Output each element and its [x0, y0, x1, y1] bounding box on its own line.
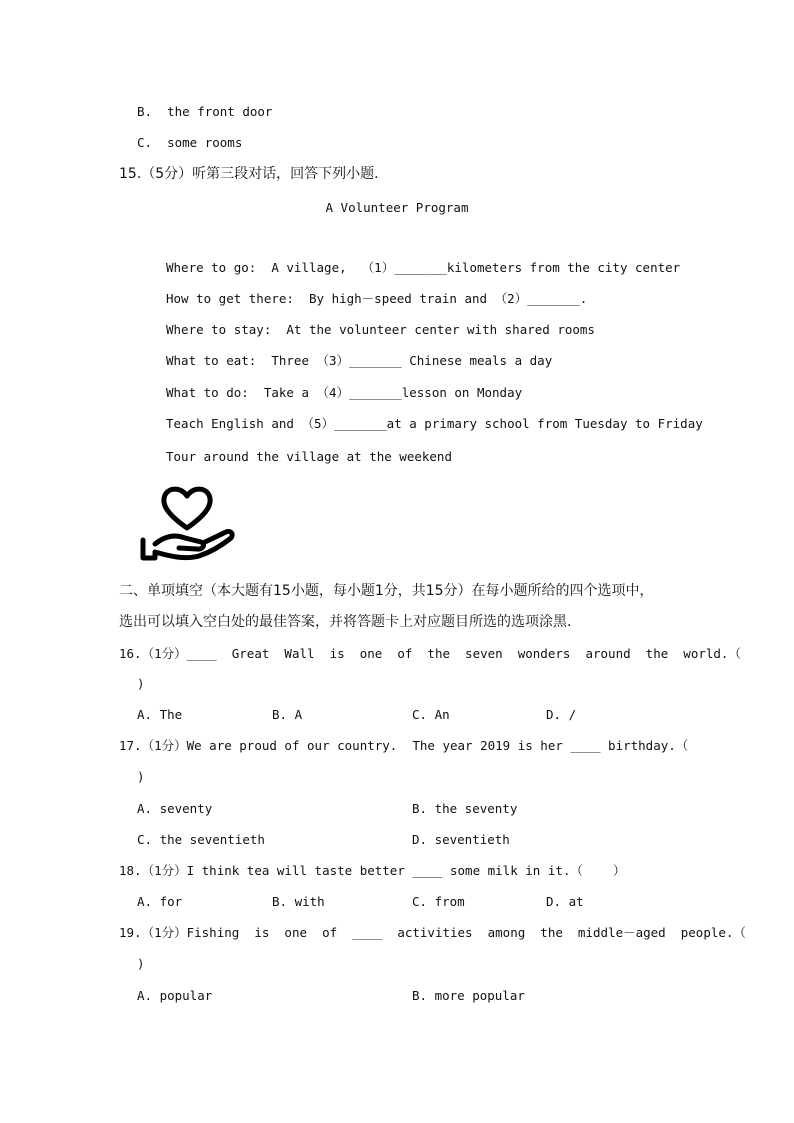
q19-stem: 19.（1分）Fishing is one of ____ activities among the middle－aged people.（ — [119, 925, 746, 940]
q17-option-d: D. seventieth — [412, 832, 510, 847]
form-line-6: Teach English and （5）_______at a primary school from Tuesday to Friday — [166, 416, 703, 431]
form-title: A Volunteer Program — [325, 200, 469, 215]
q18-stem: 18.（1分）I think tea will taste better ____ some milk in it.（ ） — [119, 863, 626, 878]
heart-in-hand-icon — [139, 484, 235, 564]
form-line-3: Where to stay: At the volunteer center with shared rooms — [166, 322, 595, 337]
q16-option-c: C. An — [412, 707, 450, 722]
q17-stem-cont: ) — [137, 769, 145, 784]
section2-heading-line1: 二、单项填空（本大题有15小题，每小题1分，共15分）在每小题所给的四个选项中， — [119, 583, 654, 599]
q19-stem-cont: ) — [137, 956, 145, 971]
q17-stem: 17.（1分）We are proud of our country. The year 2019 is her ____ birthday.（ — [119, 738, 689, 753]
form-line-5: What to do: Take a （4）_______lesson on Monday — [166, 385, 523, 400]
q18-option-b: B. with — [272, 894, 325, 909]
q16-stem: 16.（1分）____ Great Wall is one of the seven wonders around the world.（ — [119, 646, 741, 661]
q18-option-c: C. from — [412, 894, 465, 909]
q18-option-d: D. at — [546, 894, 584, 909]
q15-stem: 15.（5分）听第三段对话，回答下列小题． — [119, 166, 389, 182]
section2-heading-line2: 选出可以填入空白处的最佳答案，并将答题卡上对应题目所选的选项涂黑． — [119, 614, 581, 630]
q16-option-d: D. / — [546, 707, 577, 722]
q17-option-c: C. the seventieth — [137, 832, 265, 847]
q17-option-b: B. the seventy — [412, 801, 518, 816]
q19-option-b: B. more popular — [412, 988, 525, 1003]
q16-option-a: A. The — [137, 707, 183, 722]
q14-option-c: C. some rooms — [137, 135, 243, 150]
form-line-2: How to get there: By high－speed train and （2）_______. — [166, 291, 588, 306]
q16-option-b: B. A — [272, 707, 303, 722]
q16-stem-cont: ) — [137, 676, 145, 691]
form-line-1: Where to go: A village, （1）_______kilometers from the city center — [166, 260, 681, 275]
form-line-7: Tour around the village at the weekend — [166, 449, 452, 464]
form-line-4: What to eat: Three （3）_______ Chinese meals a day — [166, 353, 553, 368]
q17-option-a: A. seventy — [137, 801, 213, 816]
q18-option-a: A. for — [137, 894, 183, 909]
q19-option-a: A. popular — [137, 988, 213, 1003]
q14-option-b: B. the front door — [137, 104, 273, 119]
